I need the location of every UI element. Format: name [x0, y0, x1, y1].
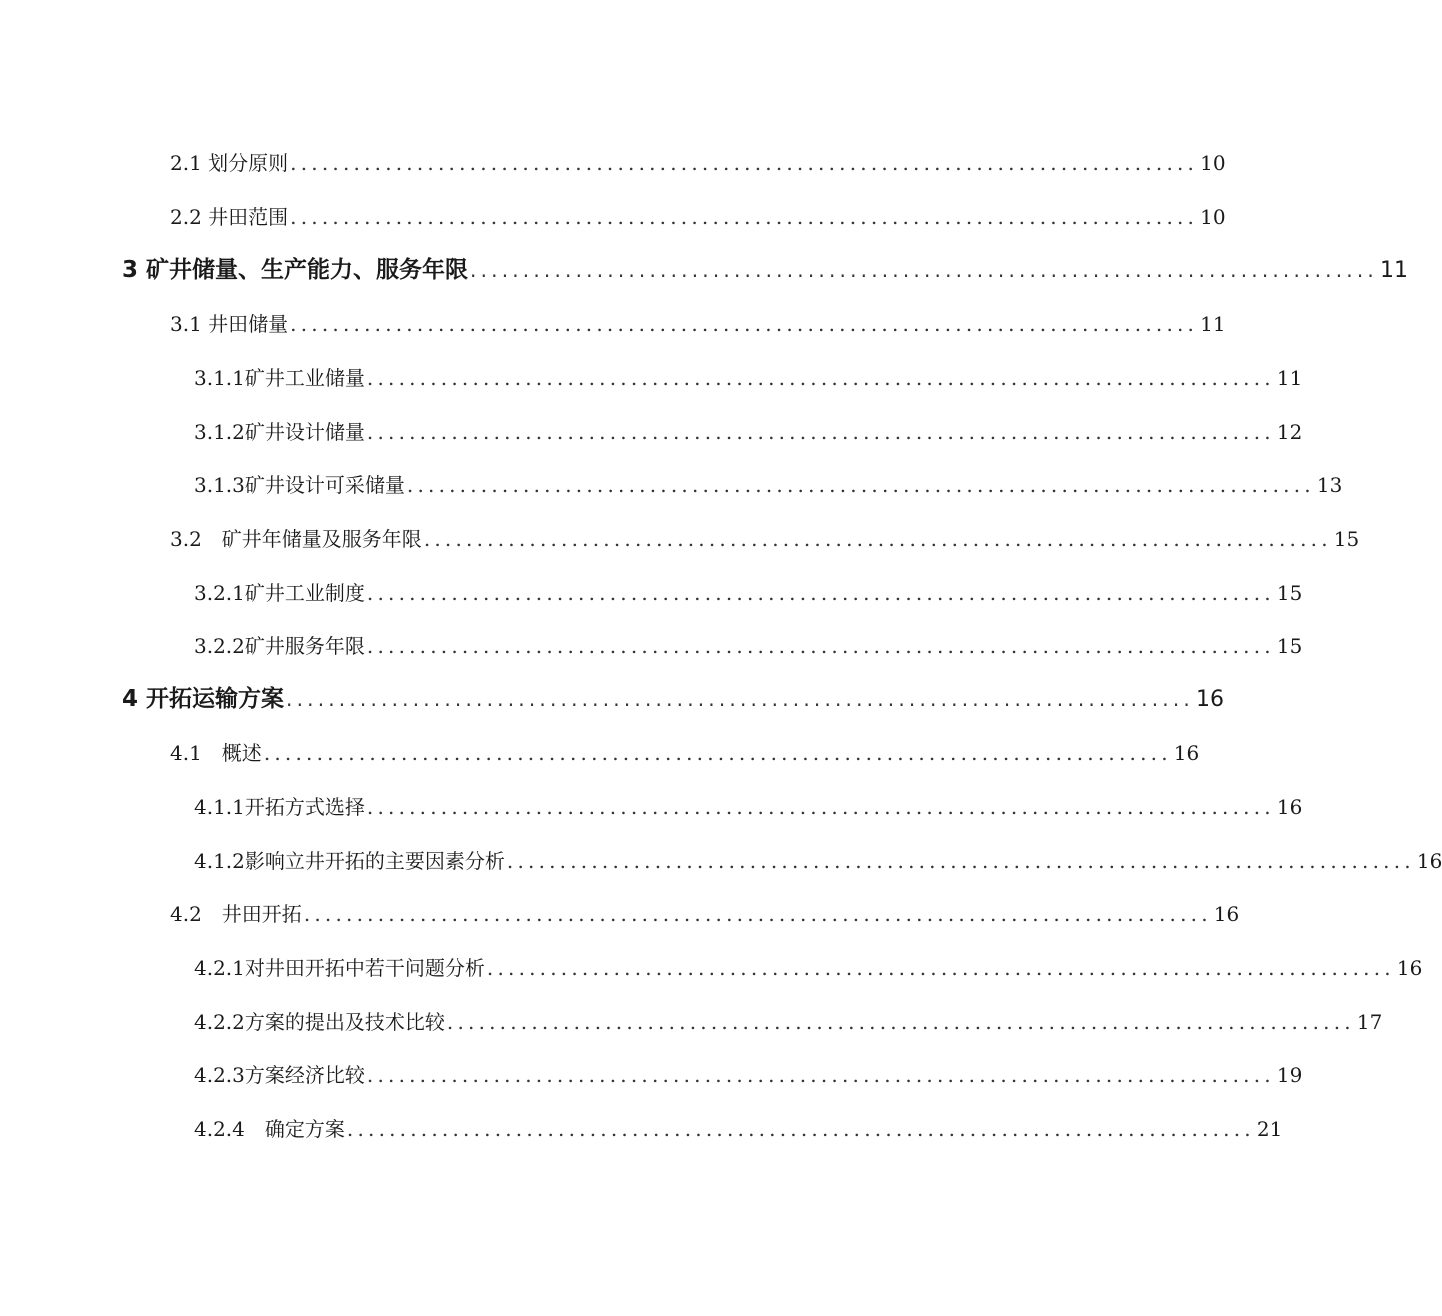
dot-leader: ...................................................................................... — [286, 687, 1194, 711]
toc-entry-label: 3.2.1矿井工业制度 — [194, 581, 365, 605]
toc-chapter-label: 4 开拓运输方案 — [122, 686, 285, 712]
dot-leader: ...................................................................................... — [446, 1010, 1355, 1034]
toc-entry-label: 2.2 井田范围 — [170, 205, 289, 229]
dot-leader: ...................................................................................... — [366, 1063, 1275, 1087]
toc-entry-label: 2.1 划分原则 — [170, 151, 289, 175]
toc-entry-3-2-1[interactable] — [194, 577, 1303, 609]
toc-entry-3-1-1[interactable] — [194, 362, 1303, 394]
toc-page-number: 11 — [1200, 312, 1226, 336]
dot-leader: ...................................................................................... — [486, 956, 1395, 980]
toc-page-number: 17 — [1356, 1010, 1383, 1034]
toc-entry-4-2[interactable] — [170, 898, 1240, 930]
toc-entry-label: 3.1.1矿井工业储量 — [194, 366, 365, 390]
toc-page-number: 16 — [1195, 687, 1224, 712]
toc-page-number: 15 — [1333, 527, 1360, 551]
toc-entry-label: 4.1.2影响立井开拓的主要因素分析 — [194, 849, 505, 873]
dot-leader: ...................................................................................... — [290, 151, 1199, 175]
toc-entry-label: 4.2 井田开拓 — [170, 902, 302, 926]
dot-leader: ...................................................................................... — [303, 902, 1212, 926]
dot-leader: ...................................................................................... — [366, 581, 1275, 605]
toc-page-number: 10 — [1200, 151, 1226, 175]
toc-page-number: 16 — [1416, 849, 1442, 873]
toc-page-number: 12 — [1276, 420, 1303, 444]
toc-entry-label: 4.2.2方案的提出及技术比较 — [194, 1010, 445, 1034]
dot-leader: ...................................................................................... — [366, 420, 1275, 444]
dot-leader: ...................................................................................... — [290, 312, 1199, 336]
dot-leader: ...................................................................................... — [366, 795, 1275, 819]
toc-chapter-label: 3 矿井储量、生产能力、服务年限 — [122, 257, 469, 283]
toc-entry-label: 3.1.2矿井设计储量 — [194, 420, 365, 444]
toc-entry-3-1-3[interactable] — [194, 469, 1343, 501]
toc-entry-label: 4.1 概述 — [170, 741, 262, 765]
toc-entry-chapter-3[interactable] — [122, 253, 1408, 287]
toc-page-number: 15 — [1276, 634, 1303, 658]
dot-leader: ...................................................................................... — [290, 205, 1199, 229]
dot-leader: ...................................................................................... — [506, 849, 1415, 873]
toc-entry-2-2[interactable] — [170, 201, 1226, 233]
dot-leader: ...................................................................................... — [423, 527, 1332, 551]
toc-entry-3-2-2[interactable] — [194, 630, 1303, 662]
toc-page-number: 16 — [1396, 956, 1423, 980]
dot-leader: ...................................................................................... — [263, 741, 1172, 765]
toc-entry-2-1[interactable] — [170, 147, 1226, 179]
toc-entry-3-1-2[interactable] — [194, 416, 1303, 448]
toc-entry-label: 4.2.3方案经济比较 — [194, 1063, 365, 1087]
toc-page-number: 19 — [1276, 1063, 1303, 1087]
toc-entry-chapter-4[interactable] — [122, 682, 1224, 716]
toc-entry-4-1-1[interactable] — [194, 791, 1303, 823]
toc-page-number: 11 — [1379, 258, 1408, 283]
toc-page-number: 21 — [1256, 1117, 1283, 1141]
toc-entry-3-1[interactable] — [170, 308, 1226, 340]
dot-leader: ...................................................................................... — [346, 1117, 1255, 1141]
toc-entry-label: 4.1.1开拓方式选择 — [194, 795, 365, 819]
toc-page-number: 16 — [1213, 902, 1240, 926]
toc-entry-label: 3.1 井田储量 — [170, 312, 289, 336]
dot-leader: ...................................................................................... — [366, 366, 1275, 390]
dot-leader: ...................................................................................... — [470, 258, 1378, 282]
toc-page-number: 13 — [1316, 473, 1343, 497]
toc-entry-label: 3.2 矿井年储量及服务年限 — [170, 527, 422, 551]
toc-entry-4-2-2[interactable] — [194, 1006, 1383, 1038]
toc-entry-label: 4.2.1对井田开拓中若干问题分析 — [194, 956, 485, 980]
dot-leader: ...................................................................................... — [366, 634, 1275, 658]
toc-entry-4-2-3[interactable] — [194, 1059, 1303, 1091]
dot-leader: ...................................................................................... — [406, 473, 1315, 497]
toc-page-number: 16 — [1173, 741, 1200, 765]
toc-page-number: 11 — [1276, 366, 1303, 390]
toc-page-number: 10 — [1200, 205, 1226, 229]
toc-page-number: 15 — [1276, 581, 1303, 605]
toc-entry-4-1-2[interactable] — [194, 845, 1442, 877]
toc-entry-label: 3.1.3矿井设计可采储量 — [194, 473, 405, 497]
toc-entry-4-1[interactable] — [170, 737, 1200, 769]
toc-entry-4-2-1[interactable] — [194, 952, 1423, 984]
toc-entry-label: 3.2.2矿井服务年限 — [194, 634, 365, 658]
toc-entry-label: 4.2.4 确定方案 — [194, 1117, 345, 1141]
toc-entry-4-2-4[interactable] — [194, 1113, 1283, 1145]
toc-page-number: 16 — [1276, 795, 1303, 819]
toc-entry-3-2[interactable] — [170, 523, 1360, 555]
